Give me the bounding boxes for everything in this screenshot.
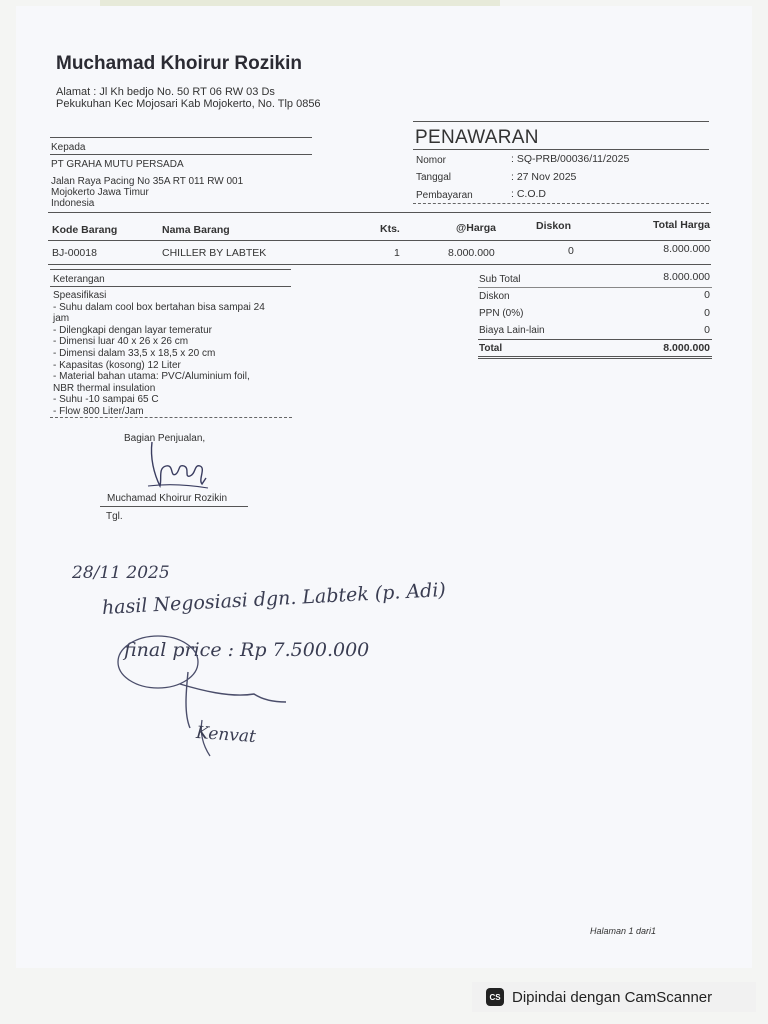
notes-line: jam: [53, 313, 70, 325]
other-cost-label: Biaya Lain-lain: [479, 325, 545, 336]
field-value-tanggal: : 27 Nov 2025: [511, 171, 577, 183]
address-line-1: Alamat : Jl Kh bedjo No. 50 RT 06 RW 03 Ds: [56, 86, 275, 98]
notes-line: Speasifikasi: [53, 290, 107, 301]
signature-line: [100, 506, 248, 507]
handwritten-signature-text: Kenvat: [195, 722, 257, 748]
address-line-2: Pekukuhan Kec Mojosari Kab Mojokerto, No. Tlp 0856: [56, 98, 321, 110]
col-header-price: @Harga: [456, 222, 497, 234]
notes-label: Keterangan: [53, 274, 105, 285]
table-cell-code: BJ-00018: [52, 247, 97, 259]
total-label: Total: [479, 343, 503, 354]
handwritten-date: 28/11 2025: [72, 563, 170, 583]
signature-mark: [140, 438, 215, 496]
page-number: Halaman 1 dari1: [590, 926, 657, 936]
total-value: 8.000.000: [663, 342, 710, 354]
company-name: Muchamad Khoirur Rozikin: [56, 53, 302, 74]
col-header-discount: Diskon: [536, 220, 572, 232]
handwritten-negotiation-note: hasil Negosiasi dgn. Labtek (p. Adi): [101, 579, 447, 619]
notes-line: - Dilengkapi dengan layar temeratur: [53, 324, 212, 336]
camscanner-text: Dipindai dengan CamScanner: [512, 988, 713, 1006]
table-bottom-rule: [48, 264, 711, 265]
signature-date-label: Tgl.: [106, 511, 123, 522]
divider: [413, 121, 709, 122]
camscanner-logo-icon: CS: [486, 988, 504, 1006]
other-cost-value: 0: [704, 324, 710, 336]
subtotal-label: Sub Total: [479, 274, 521, 285]
discount-value: 0: [704, 289, 710, 301]
camscanner-watermark: [472, 982, 756, 1012]
subtotal-value: 8.000.000: [663, 271, 710, 283]
quotation-document: [16, 6, 752, 968]
divider: [478, 339, 712, 340]
divider: [50, 137, 312, 138]
table-cell-total: 8.000.000: [663, 243, 710, 255]
divider: [413, 203, 709, 204]
col-header-qty: Kts.: [380, 223, 400, 235]
signature-name: Muchamad Khoirur Rozikin: [107, 493, 228, 504]
field-label-tanggal: Tanggal: [416, 172, 452, 183]
notes-line: NBR thermal insulation: [53, 382, 156, 394]
notes-line: - Suhu -10 sampai 65 C: [53, 394, 159, 406]
tax-value: 0: [704, 307, 710, 319]
table-top-rule: [48, 212, 711, 213]
notes-line: - Material bahan utama: PVC/Aluminium foil,: [53, 371, 250, 383]
table-cell-name: CHILLER BY LABTEK: [162, 247, 267, 259]
recipient-address: [51, 176, 243, 209]
divider: [50, 417, 292, 418]
divider: [478, 287, 712, 288]
recipient-label: Kepada: [51, 142, 86, 153]
divider: [478, 358, 712, 359]
field-label-pembayaran: Pembayaran: [416, 190, 473, 201]
divider: [478, 356, 712, 357]
field-label-nomor: Nomor: [416, 155, 447, 166]
table-cell-qty: 1: [394, 247, 400, 259]
discount-label: Diskon: [479, 291, 510, 302]
notes-line: - Dimensi luar 40 x 26 x 26 cm: [53, 336, 189, 348]
handwritten-final-price: final price : Rp 7.500.000: [124, 639, 370, 661]
company-address: [56, 86, 396, 110]
notes-line: - Dimensi dalam 33,5 x 18,5 x 20 cm: [53, 347, 216, 359]
divider: [50, 269, 291, 270]
table-header-rule: [48, 240, 711, 241]
recipient-address-line-2: Mojokerto Jawa Timur: [51, 187, 149, 198]
recipient-address-line-3: Indonesia: [51, 198, 95, 209]
field-value-nomor: : SQ-PRB/00036/11/2025: [511, 153, 630, 165]
notes-line: - Kapasitas (kosong) 12 Liter: [53, 359, 181, 371]
notes-line: - Suhu dalam cool box bertahan bisa sampai 24: [53, 301, 265, 313]
col-header-code: Kode Barang: [52, 224, 118, 236]
tax-label: PPN (0%): [479, 308, 524, 319]
field-value-pembayaran: : C.O.D: [511, 188, 547, 200]
recipient-address-line-1: Jalan Raya Pacing No 35A RT 011 RW 001: [51, 176, 244, 187]
table-cell-price: 8.000.000: [448, 247, 495, 259]
signature-role: Bagian Penjualan,: [124, 433, 206, 444]
divider: [50, 286, 291, 287]
document-title: PENAWARAN: [415, 127, 539, 148]
notes-line: - Flow 800 Liter/Jam: [53, 405, 144, 417]
recipient-name: PT GRAHA MUTU PERSADA: [51, 159, 184, 170]
table-cell-discount: 0: [568, 245, 574, 257]
notes-list: [53, 290, 293, 418]
divider: [50, 154, 312, 155]
col-header-name: Nama Barang: [162, 224, 230, 236]
divider: [413, 149, 709, 150]
col-header-total: Total Harga: [653, 219, 710, 231]
